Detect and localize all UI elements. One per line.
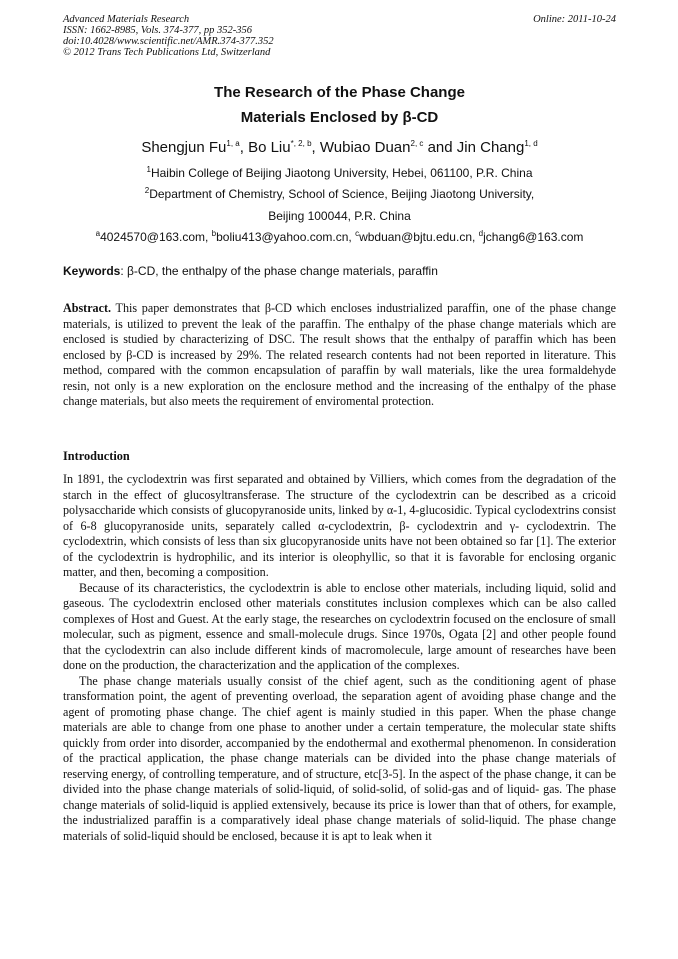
intro-paragraph-2: Because of its characteristics, the cyclodextrin is able to enclose other materials, including liquid, solid and gaseous. The cyclodextrin enclosed other materials constitutes inclusion complexes which can be also called complexes of Host and Guest. At the early stage, the researches on cyclodextrin focused on the enclosure of small molecular, such as pigment, essence and small-molecule drugs. Since 1970s, Ogata [2] and other people found that the cyclodextrin can also include different kinds of macromolecule, large amount of researches have been done on the production, the characterization and the application of the complexes. [63, 580, 616, 672]
email-sup: a [95, 229, 101, 238]
online-date: Online: 2011-10-24 [533, 14, 616, 25]
abstract-label: Abstract. [63, 301, 112, 315]
abstract-text: This paper demonstrates that β-CD which encloses industrialized paraffin, one of the phase change materials, is utilized to prevent the leak of the paraffin. The enthalpy of the phase change materials which are enclosed is studied by characterizing of DSC. The result shows that the enthalpy of paraffin which has been enclosed by β-CD is increased by 29%. The related research contents had not been reported in literature. This method, compared with the common encapsulation of paraffin by wall materials, like the urea formaldehyde resin, not only is a new exploration on the enclosure method and the increasing of the enthalpy of the phase change materials, but also meets the requirement of enviromental protection. [63, 301, 616, 408]
abstract-paragraph [63, 301, 616, 410]
intro-paragraph-3: The phase change materials usually consist of the chief agent, such as the conditioning agent of phase transformation point, the agent of preventing overload, the separation agent of avoiding phase change and the agent of promoting phase change. The chief agent is mainly studied in this paper. When the phase change materials are able to change from one phase to another under a certain temperature, the molecular state shifts quickly from order into disorder, accompanied by the endothermal and exothermal phenomenon. In consideration of the practical application, the phase change materials can be divided into the phase change materials of reserving energy, of controlling temperature, and of structure, etc[3-5]. In the aspect of the phase change, it can be divided into the phase change materials of solid-liquid, of solid-solid, of solid-gas and of liquid- gas. The phase change materials of solid-liquid is applied extensively, because its price is lower than that of others, for example, the industrialized paraffin is a comparatively ideal phase change materials of solid-liquid. The phase change materials of solid-liquid should be enclosed, because it is apt to leak when it [63, 673, 616, 843]
affiliation-1 [63, 166, 616, 180]
email-link[interactable]: boliu413@yahoo.com.cn [216, 230, 349, 244]
email-link[interactable]: 4024570@163.com [100, 230, 205, 244]
journal-header [63, 14, 616, 58]
doi-line: doi:10.4028/www.scientific.net/AMR.374-377.352 [63, 36, 274, 47]
intro-paragraph-1: In 1891, the cyclodextrin was first separated and obtained by Villiers, which comes from the degradation of the starch in the effect of glucosyltransferase. The structure of the cyclodextrin can be described as a cricoid polysaccharide which consists of glucopyranoside units, linked by α-1, 4-glucosidic. Typical cyclodextrins consist of 6-8 glucopyranoside units, separately called α-cyclodextrin, β- cyclodextrin and γ- cyclodextrin. The cyclodextrin, which consists of less than six glucopyranoside units have not been obtained so far [1]. The exterior of the cyclodextrin is hydrophilic, and its interior is oleophyllic, so that it is favorable for enclosing organic matter, and then, becoming a composition. [63, 472, 616, 579]
affiliation-sup: 2 [144, 186, 150, 195]
journal-name: Advanced Materials Research [63, 14, 190, 25]
affiliation-text: Haibin College of Beijing Jiaotong University, Hebei, 061100, P.R. China [150, 166, 533, 180]
author-sep: , [311, 139, 320, 156]
author-name: Bo Liu [248, 139, 291, 156]
author-sup: 2, c [410, 139, 424, 148]
affiliation-sup: 1 [146, 165, 151, 174]
keywords-text: : β-CD, the enthalpy of the phase change materials, paraffin [120, 264, 438, 278]
affiliation-2-cont: Beijing 100044, P.R. China [268, 209, 411, 223]
paper-title-line-1: The Research of the Phase Change [214, 84, 465, 101]
copyright-line: © 2012 Trans Tech Publications Ltd, Switzerland [63, 47, 271, 58]
issn-line: ISSN: 1662-8985, Vols. 374-377, pp 352-356 [63, 25, 252, 36]
affiliation-2 [63, 187, 616, 201]
author-sup: 1, a [226, 139, 240, 148]
abstract [63, 301, 616, 410]
keywords-label: Keywords [63, 264, 121, 278]
affiliation-text: Department of Chemistry, School of Science, Beijing Jiaotong University, [149, 187, 535, 201]
introduction-body [63, 472, 616, 844]
author-name: Shengjun Fu [141, 139, 227, 156]
email-link[interactable]: wbduan@bjtu.edu.cn [359, 230, 472, 244]
paper-title-line-2: Materials Enclosed by β-CD [240, 109, 439, 126]
section-heading-introduction: Introduction [63, 449, 130, 463]
keywords [63, 264, 616, 278]
email-sup: b [211, 229, 217, 238]
author-emails: $^a$4024570@163.com, $^b$boliu413@yahoo.com.cn, $^c$wbduan@bjtu.edu.cn, $^d$jchang6@163.com [95, 229, 584, 244]
email-sup: c [355, 229, 360, 238]
author-name: Wubiao Duan [319, 139, 411, 156]
author-list [63, 139, 616, 156]
author-sep: , [239, 139, 249, 156]
author-sup: *, 2, b [290, 139, 312, 148]
author-sup: 1, d [524, 139, 538, 148]
email-link[interactable]: jchang6@163.com [483, 230, 584, 244]
author-name: Jin Chang [456, 139, 525, 156]
email-sup: d [478, 229, 484, 238]
author-sep: and [423, 139, 457, 156]
